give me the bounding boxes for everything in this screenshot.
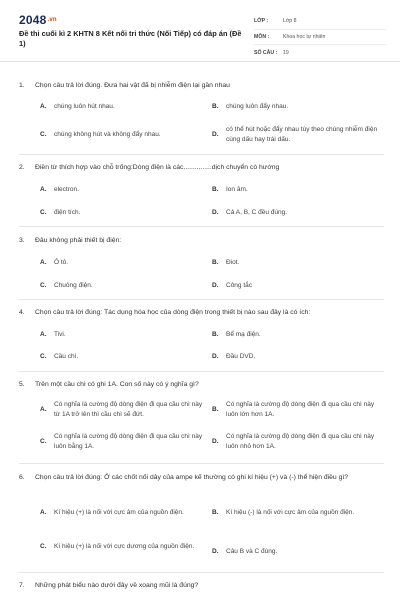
divider <box>19 371 384 372</box>
option-c[interactable]: C. chúng không hút và không đẩy nhau. <box>40 131 161 138</box>
question-number: 4. <box>19 309 25 316</box>
question-number: 5. <box>19 381 25 388</box>
question-2 <box>19 162 384 216</box>
option-a[interactable]: A. electron. <box>40 186 79 193</box>
exam-title: Đề thi cuối kì 2 KHTN 8 Kết nối tri thức (Nối Tiếp) có đáp án (Đề 1) <box>19 29 242 48</box>
question-number: 7. <box>19 582 25 589</box>
option-d[interactable]: D. Câu B và C đúng. <box>212 548 278 555</box>
question-text: Chọn câu trả lời đúng. Đưa hai vật đã bị nhiễm điện lại gần nhau <box>35 82 230 89</box>
question-text: Đâu không phải thiết bị điện: <box>35 237 122 244</box>
page-header <box>0 0 400 62</box>
option-c[interactable]: C. Chuông điện. <box>40 282 93 289</box>
question-number: 6. <box>19 474 25 481</box>
meta-row-class: LỚP : Lớp 8 <box>254 14 386 30</box>
question-number: 3. <box>19 237 25 244</box>
question-number: 1. <box>19 82 25 89</box>
question-number: 2. <box>19 164 25 171</box>
divider <box>19 463 384 464</box>
option-c[interactable]: C. Có nghĩa là cường độ dòng điện đi qua cầu chì này luôn bằng 1A. <box>40 433 203 450</box>
option-b[interactable]: B. chúng luôn đẩy nhau. <box>212 103 289 110</box>
option-a[interactable]: A. Có nghĩa là cường độ dòng điện đi qua cầu chì này từ 1A trở lên thì cầu chì sẽ đứt. <box>40 401 203 418</box>
option-a[interactable]: A. Ô tô. <box>40 259 69 266</box>
option-d[interactable]: D. có thể hút hoặc đẩy nhau tùy theo chúng nhiễm điện cùng dấu hay trái dấu. <box>212 126 378 143</box>
option-c[interactable]: C. Cầu chì. <box>40 353 79 360</box>
option-b[interactable]: B. Bể mạ điện. <box>212 331 261 338</box>
option-d[interactable]: D. Đầu DVD. <box>212 353 256 360</box>
question-4 <box>19 307 384 360</box>
question-text: Chọn câu trả lời đúng: Ở các chốt nối dây của ampe kế thường có ghi kí hiệu (+) và (-) thể hiện điều gì? <box>35 474 349 481</box>
divider <box>19 299 384 300</box>
question-1 <box>19 80 384 143</box>
question-text: Những phát biểu nào dưới đây về xoang mũi là đúng? <box>35 582 199 589</box>
option-d[interactable]: D. Cả A, B, C đều đúng. <box>212 209 288 216</box>
question-3 <box>19 235 384 289</box>
exam-meta <box>254 14 386 61</box>
option-d[interactable]: D. Có nghĩa là cường độ dòng điện đi qua cầu chì này luôn nhỏ hơn 1A. <box>212 433 375 450</box>
site-logo[interactable]: $2048^{.vn}$ <box>19 13 57 27</box>
question-text: Điền từ thích hợp vào chỗ trống:Dòng điện là các...............dịch chuyển có hướng <box>35 164 280 171</box>
meta-row-subject: MÔN : Khoa học tự nhiên <box>254 30 386 46</box>
option-b[interactable]: B. Có nghĩa là cường độ dòng điện đi qua cầu chì này luôn lớn hơn 1A. <box>212 401 375 418</box>
option-b[interactable]: B. Ion âm. <box>212 186 248 193</box>
divider <box>19 154 384 155</box>
meta-row-count: SỐ CÂU : 19 <box>254 49 289 56</box>
option-a[interactable]: A. Kí hiệu (+) là nối với cực âm của nguồn điện. <box>40 509 184 516</box>
option-a[interactable]: A. Tivi. <box>40 331 66 338</box>
option-c[interactable]: C. Kí hiệu (+) là nối với cực dương của nguồn điện. <box>40 543 195 550</box>
question-6 <box>19 472 384 555</box>
question-7 <box>19 580 384 591</box>
option-b[interactable]: B. Kí hiệu (-) là nối với cực âm của nguồn điện. <box>212 509 355 516</box>
question-5 <box>19 379 384 450</box>
question-text: Trên một cầu chì có ghi 1A. Con số này có ý nghĩa gì? <box>35 381 199 388</box>
option-a[interactable]: A. chúng luôn hút nhau. <box>40 103 115 110</box>
option-c[interactable]: C. điện tích. <box>40 209 81 216</box>
option-d[interactable]: D. Công tắc <box>212 282 253 289</box>
option-b[interactable]: B. Điot. <box>212 259 240 266</box>
divider <box>19 226 384 227</box>
divider <box>19 572 384 573</box>
question-text: Chọn câu trả lời đúng: Tác dụng hóa học của dòng điện trong thiết bị nào sau đây là có ích: <box>35 309 311 316</box>
